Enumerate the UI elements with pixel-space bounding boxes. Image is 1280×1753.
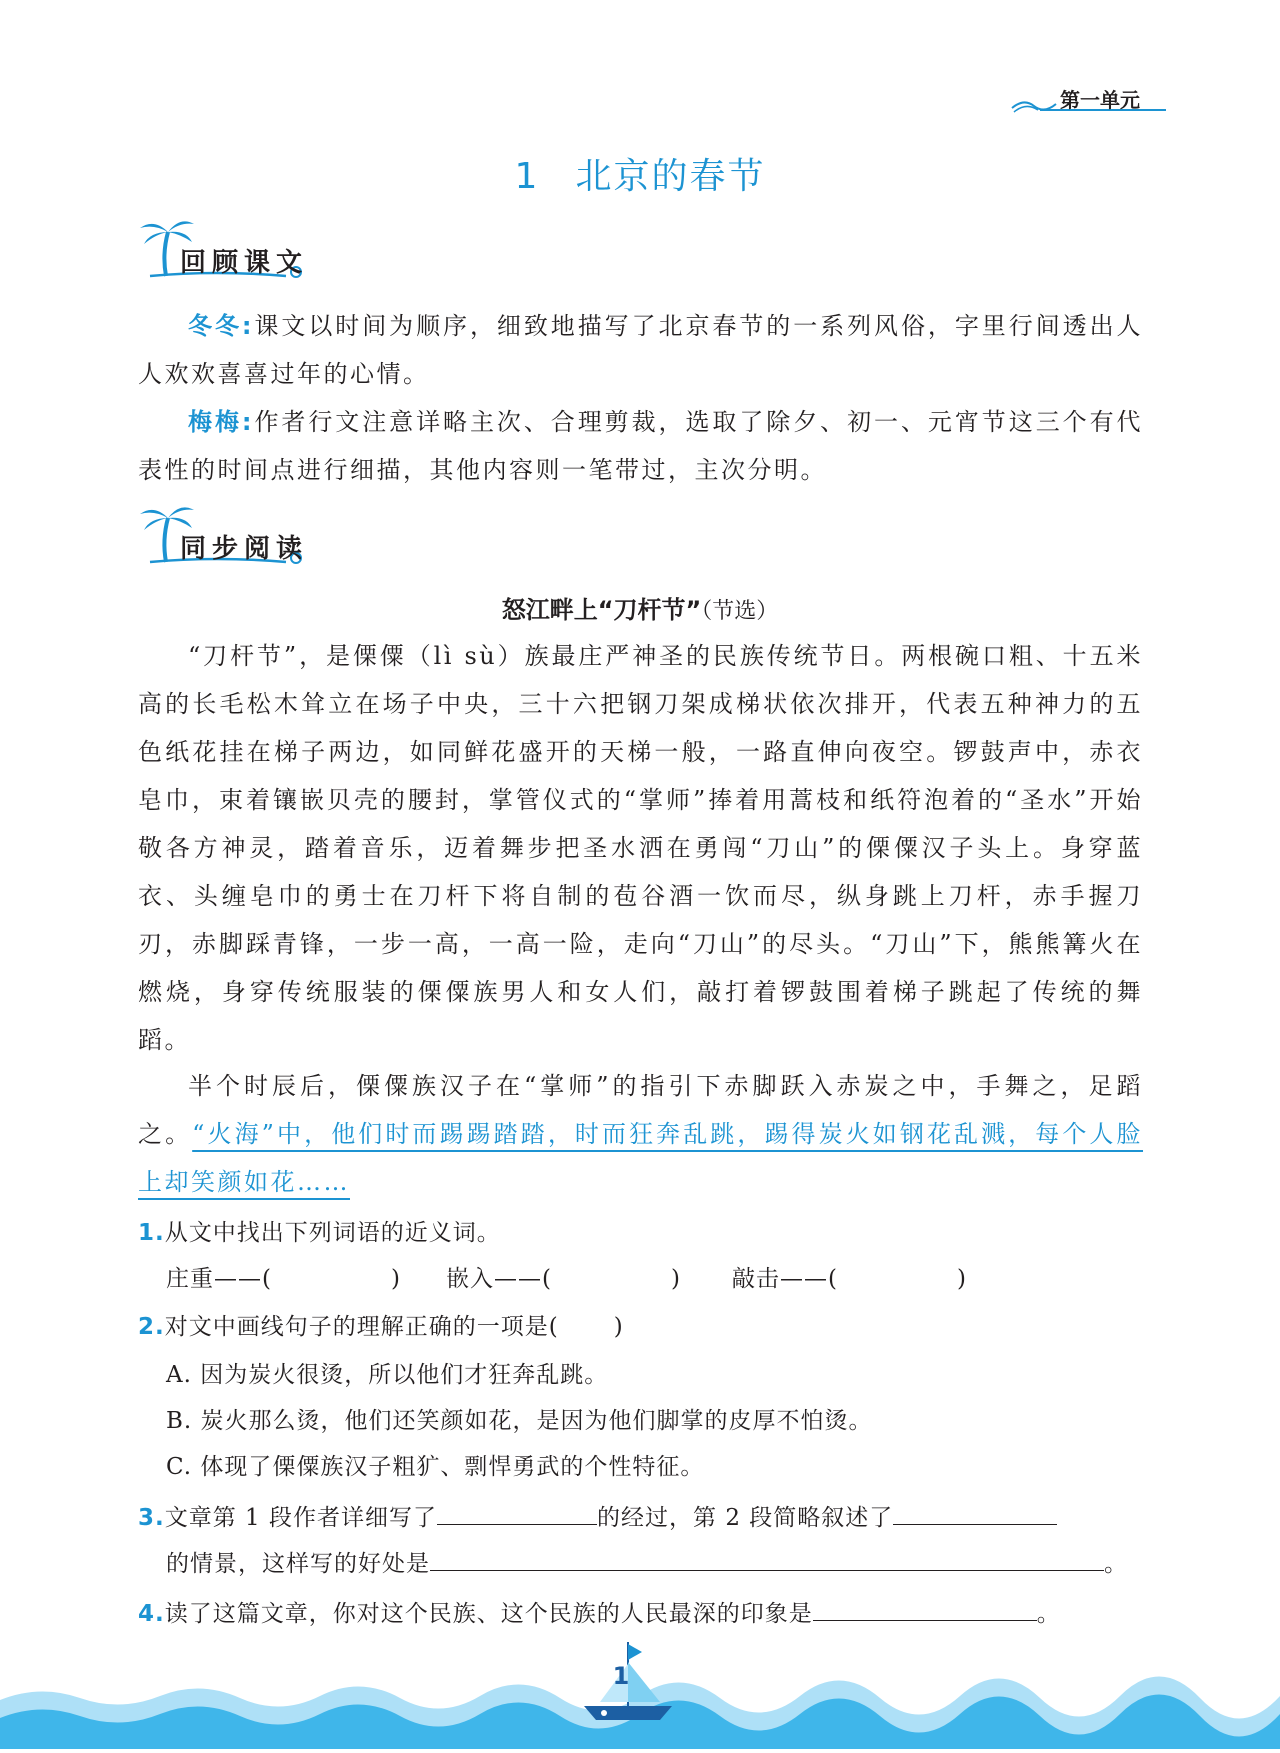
section-label-review: 回顾课文 bbox=[180, 248, 309, 278]
question-text: 对文中画线句子的理解正确的一项是 bbox=[164, 1314, 549, 1340]
dialog-text: 课文以时间为顺序，细致地描写了北京春节的一系列风俗，字里行间透出人人欢欢喜喜过年的心情。 bbox=[138, 312, 1144, 388]
article-title: 怒江畔上“刀杆节”（节选） bbox=[501, 596, 779, 624]
question-1-item: 嵌入——( ) bbox=[446, 1266, 680, 1292]
question-number: 4. bbox=[138, 1601, 165, 1627]
question-3: 3.文章第 1 段作者详细写了 的经过，第 2 段简略叙述了 bbox=[138, 1500, 1057, 1533]
speaker-name: 梅梅 bbox=[188, 408, 242, 436]
question-1-item: 庄重——( ) bbox=[166, 1266, 400, 1292]
underlined-sentence: “火海”中，他们时而踢踢踏踏，时而狂奔乱跳，踢得炭火如钢花乱溅，每个人脸上却笑颜如花…… bbox=[138, 1120, 1144, 1196]
footer-waves bbox=[0, 1640, 1280, 1749]
waves-decoration bbox=[0, 1640, 1280, 1749]
unit-tag bbox=[1010, 80, 1170, 120]
section-header-reading bbox=[136, 500, 336, 570]
option-a: A. 因为炭火很烫，所以他们才狂奔乱跳。 bbox=[166, 1362, 609, 1388]
answer-blank[interactable] bbox=[893, 1500, 1057, 1525]
section-header-review bbox=[136, 214, 336, 284]
question-1 bbox=[138, 1218, 501, 1248]
page-title bbox=[0, 148, 1280, 199]
question-3-cont: 的情景，这样写的好处是 。 bbox=[166, 1546, 1128, 1579]
question-number: 1. bbox=[138, 1220, 165, 1246]
answer-blank[interactable] bbox=[430, 1546, 1104, 1571]
answer-blank[interactable] bbox=[437, 1500, 597, 1525]
question-number: 2. bbox=[138, 1314, 165, 1340]
lesson-number: 1 bbox=[514, 156, 540, 197]
page-number: 1 bbox=[612, 1662, 630, 1690]
article-title-note: （节选） bbox=[701, 599, 779, 624]
question-2: 2.对文中画线句子的理解正确的一项是( ) bbox=[138, 1314, 623, 1340]
answer-blank[interactable] bbox=[813, 1596, 1037, 1621]
section-label-reading: 同步阅读 bbox=[180, 534, 309, 564]
question-1-item: 敲击——( ) bbox=[732, 1266, 966, 1292]
option-c: C. 体现了傈僳族汉子粗犷、剽悍勇武的个性特征。 bbox=[166, 1454, 705, 1480]
lesson-title: 北京的春节 bbox=[575, 156, 766, 197]
review-dialog-2: 梅梅:作者行文注意详略主次、合理剪裁，选取了除夕、初一、元宵节这三个有代表性的时间点进行细描，其他内容则一笔带过，主次分明。 bbox=[138, 408, 1144, 484]
article-paragraph-2: 半个时辰后，傈僳族汉子在“掌师”的指引下赤脚跃入赤炭之中，手舞之，足蹈之。“火海”中，他们时而踢踢踏踏，时而狂奔乱跳，踢得炭火如钢花乱溅，每个人脸上却笑颜如花…… bbox=[138, 1072, 1144, 1196]
dialog-text: 作者行文注意详略主次、合理剪裁，选取了除夕、初一、元宵节这三个有代表性的时间点进行细描，其他内容则一笔带过，主次分明。 bbox=[138, 408, 1144, 484]
question-text: 从文中找出下列词语的近义词。 bbox=[164, 1220, 501, 1246]
question-4: 4.读了这篇文章，你对这个民族、这个民族的人民最深的印象是 。 bbox=[138, 1596, 1061, 1629]
article-paragraph-1: “刀杆节”，是傈僳（lì sù）族最庄严神圣的民族传统节日。两根碗口粗、十五米高的长毛松木耸立在场子中央，三十六把钢刀架成梯状依次排开，代表五种神力的五色纸花挂在梯子两边，如同鲜花盛开的天梯一般，一路直伸向夜空。锣鼓声中，赤衣皂巾，束着镶嵌贝壳的腰封，掌管仪式的“掌师”捧着用蒿枝和纸符泡着的“圣水”开始敬各方神灵，踏着音乐，迈着舞步把圣水洒在勇闯“刀山”的傈僳汉子头上。身穿蓝衣、头缠皂巾的勇士在刀杆下将自制的苞谷酒一饮而尽，纵身跳上刀杆，赤手握刀刃，赤脚踩青锋，一步一高，一高一险，走向“刀山”的尽头。“刀山”下，熊熊篝火在燃烧，身穿传统服装的傈僳族男人和女人们，敲打着锣鼓围着梯子跳起了传统的舞蹈。 bbox=[138, 642, 1143, 1054]
review-dialog-1: 冬冬:课文以时间为顺序，细致地描写了北京春节的一系列风俗，字里行间透出人人欢欢喜喜过年的心情。 bbox=[138, 312, 1144, 388]
speaker-name: 冬冬 bbox=[188, 312, 242, 340]
option-b: B. 炭火那么烫，他们还笑颜如花，是因为他们脚掌的皮厚不怕烫。 bbox=[166, 1408, 873, 1434]
unit-label: 第一单元 bbox=[1060, 88, 1140, 112]
question-number: 3. bbox=[138, 1505, 165, 1531]
